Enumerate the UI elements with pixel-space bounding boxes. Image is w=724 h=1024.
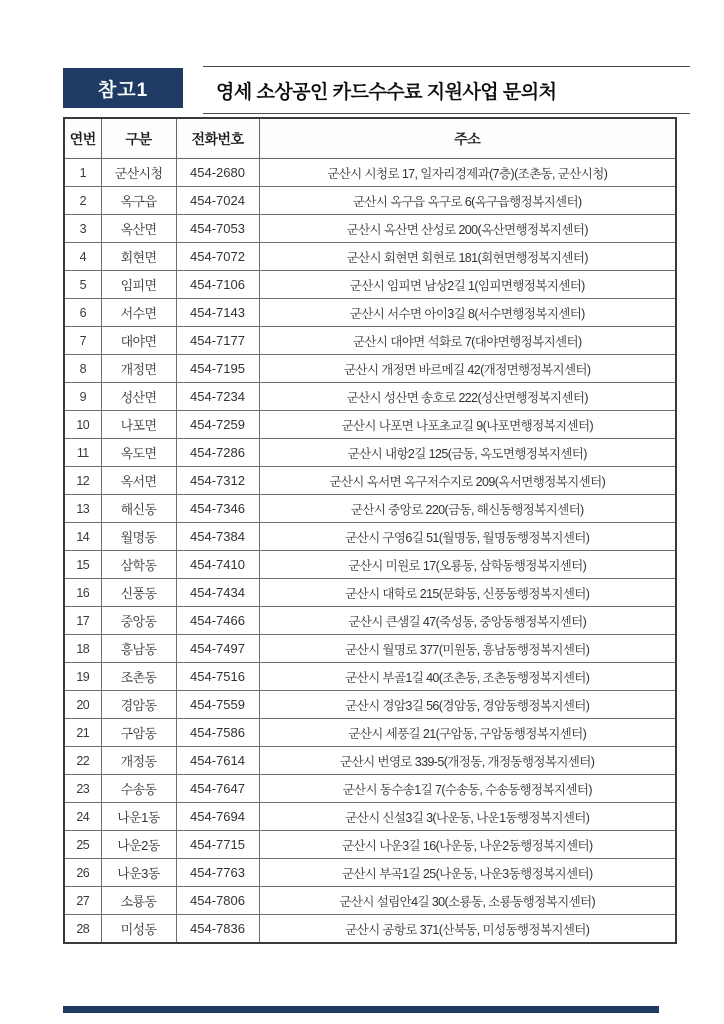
- header-row: [64, 118, 676, 159]
- table-row: [64, 635, 676, 663]
- cell-address: 군산시 중앙로 220(금동, 해신동행정복지센터): [259, 495, 676, 523]
- table-row: [64, 887, 676, 915]
- cell-address: 군산시 번영로 339-5(개정동, 개정동행정복지센터): [259, 747, 676, 775]
- table-row: [64, 299, 676, 327]
- cell-address: 군산시 미원로 17(오룡동, 삼학동행정복지센터): [259, 551, 676, 579]
- cell-phone: 454-7106: [176, 271, 259, 299]
- table-row: [64, 579, 676, 607]
- cell-phone: 454-7259: [176, 411, 259, 439]
- table-row: [64, 831, 676, 859]
- cell-no: 27: [64, 887, 101, 915]
- column-header-no: 연번: [64, 118, 101, 159]
- table-row: [64, 663, 676, 691]
- footer-accent-bar: [63, 1006, 659, 1013]
- table-row: [64, 691, 676, 719]
- cell-address: 군산시 부골1길 40(조촌동, 조촌동행정복지센터): [259, 663, 676, 691]
- cell-category: 개정면: [101, 355, 176, 383]
- cell-phone: 454-7586: [176, 719, 259, 747]
- cell-phone: 454-7053: [176, 215, 259, 243]
- cell-phone: 454-7806: [176, 887, 259, 915]
- cell-category: 월명동: [101, 523, 176, 551]
- column-header-address: 주소: [259, 118, 676, 159]
- cell-phone: 454-7286: [176, 439, 259, 467]
- cell-address: 군산시 대야면 석화로 7(대야면행정복지센터): [259, 327, 676, 355]
- cell-no: 9: [64, 383, 101, 411]
- table-row: [64, 187, 676, 215]
- table-row: [64, 411, 676, 439]
- cell-no: 22: [64, 747, 101, 775]
- cell-address: 군산시 시청로 17, 일자리경제과(7층)(조촌동, 군산시청): [259, 159, 676, 187]
- cell-no: 10: [64, 411, 101, 439]
- cell-address: 군산시 부곡1길 25(나운동, 나운3동행정복지센터): [259, 859, 676, 887]
- cell-category: 해신동: [101, 495, 176, 523]
- table-row: [64, 215, 676, 243]
- table-row: [64, 439, 676, 467]
- reference-badge: 참고1: [63, 68, 183, 108]
- column-header-category: 구분: [101, 118, 176, 159]
- cell-category: 흥남동: [101, 635, 176, 663]
- cell-phone: 454-7715: [176, 831, 259, 859]
- column-header-phone: 전화번호: [176, 118, 259, 159]
- cell-category: 소룡동: [101, 887, 176, 915]
- cell-phone: 454-7516: [176, 663, 259, 691]
- cell-no: 11: [64, 439, 101, 467]
- cell-no: 3: [64, 215, 101, 243]
- cell-address: 군산시 임피면 남상2길 1(임피면행정복지센터): [259, 271, 676, 299]
- table-row: [64, 551, 676, 579]
- cell-phone: 454-7559: [176, 691, 259, 719]
- cell-phone: 454-7836: [176, 915, 259, 944]
- cell-phone: 454-2680: [176, 159, 259, 187]
- cell-category: 서수면: [101, 299, 176, 327]
- table-row: [64, 271, 676, 299]
- cell-address: 군산시 나포면 나포초교길 9(나포면행정복지센터): [259, 411, 676, 439]
- cell-category: 옥구읍: [101, 187, 176, 215]
- cell-no: 17: [64, 607, 101, 635]
- table-body: [64, 159, 676, 944]
- cell-category: 경암동: [101, 691, 176, 719]
- cell-address: 군산시 설림안4길 30(소룡동, 소룡동행정복지센터): [259, 887, 676, 915]
- cell-address: 군산시 경암3길 56(경암동, 경암동행정복지센터): [259, 691, 676, 719]
- cell-address: 군산시 나운3길 16(나운동, 나운2동행정복지센터): [259, 831, 676, 859]
- cell-address: 군산시 구영6길 51(월명동, 월명동행정복지센터): [259, 523, 676, 551]
- table-row: [64, 859, 676, 887]
- cell-category: 회현면: [101, 243, 176, 271]
- contact-table-container: [63, 117, 677, 944]
- cell-address: 군산시 큰샘길 47(죽성동, 중앙동행정복지센터): [259, 607, 676, 635]
- cell-address: 군산시 세풍길 21(구암동, 구암동행정복지센터): [259, 719, 676, 747]
- cell-no: 21: [64, 719, 101, 747]
- cell-phone: 454-7195: [176, 355, 259, 383]
- cell-address: 군산시 월명로 377(미원동, 흥남동행정복지센터): [259, 635, 676, 663]
- table-row: [64, 243, 676, 271]
- cell-address: 군산시 서수면 아이3길 8(서수면행정복지센터): [259, 299, 676, 327]
- cell-phone: 454-7177: [176, 327, 259, 355]
- cell-no: 12: [64, 467, 101, 495]
- cell-phone: 454-7614: [176, 747, 259, 775]
- cell-category: 대야면: [101, 327, 176, 355]
- cell-category: 옥도면: [101, 439, 176, 467]
- cell-category: 미성동: [101, 915, 176, 944]
- cell-phone: 454-7763: [176, 859, 259, 887]
- cell-phone: 454-7312: [176, 467, 259, 495]
- cell-category: 중앙동: [101, 607, 176, 635]
- cell-no: 16: [64, 579, 101, 607]
- table-row: [64, 915, 676, 944]
- cell-no: 7: [64, 327, 101, 355]
- cell-address: 군산시 옥산면 산성로 200(옥산면행정복지센터): [259, 215, 676, 243]
- table-row: [64, 775, 676, 803]
- table-row: [64, 383, 676, 411]
- cell-phone: 454-7143: [176, 299, 259, 327]
- cell-category: 나운2동: [101, 831, 176, 859]
- cell-phone: 454-7234: [176, 383, 259, 411]
- cell-phone: 454-7346: [176, 495, 259, 523]
- cell-no: 4: [64, 243, 101, 271]
- cell-phone: 454-7410: [176, 551, 259, 579]
- cell-category: 신풍동: [101, 579, 176, 607]
- cell-phone: 454-7024: [176, 187, 259, 215]
- cell-category: 임피면: [101, 271, 176, 299]
- cell-phone: 454-7384: [176, 523, 259, 551]
- table-row: [64, 719, 676, 747]
- cell-no: 15: [64, 551, 101, 579]
- cell-no: 19: [64, 663, 101, 691]
- cell-no: 26: [64, 859, 101, 887]
- cell-phone: 454-7647: [176, 775, 259, 803]
- cell-address: 군산시 내항2길 125(금동, 옥도면행정복지센터): [259, 439, 676, 467]
- cell-category: 개정동: [101, 747, 176, 775]
- table-row: [64, 803, 676, 831]
- cell-no: 24: [64, 803, 101, 831]
- cell-address: 군산시 회현면 회현로 181(회현면행정복지센터): [259, 243, 676, 271]
- cell-category: 군산시청: [101, 159, 176, 187]
- cell-phone: 454-7466: [176, 607, 259, 635]
- cell-no: 20: [64, 691, 101, 719]
- table-row: [64, 355, 676, 383]
- table-row: [64, 495, 676, 523]
- cell-phone: 454-7072: [176, 243, 259, 271]
- cell-address: 군산시 신설3길 3(나운동, 나운1동행정복지센터): [259, 803, 676, 831]
- cell-category: 성산면: [101, 383, 176, 411]
- cell-no: 13: [64, 495, 101, 523]
- page-title: 영세 소상공인 카드수수료 지원사업 문의처: [216, 81, 557, 103]
- cell-category: 나운3동: [101, 859, 176, 887]
- table-header: [64, 118, 676, 159]
- cell-no: 28: [64, 915, 101, 944]
- cell-no: 5: [64, 271, 101, 299]
- cell-no: 18: [64, 635, 101, 663]
- cell-category: 옥서면: [101, 467, 176, 495]
- table-row: [64, 327, 676, 355]
- table-row: [64, 607, 676, 635]
- cell-phone: 454-7434: [176, 579, 259, 607]
- cell-address: 군산시 옥서면 옥구저수지로 209(옥서면행정복지센터): [259, 467, 676, 495]
- cell-address: 군산시 성산면 송호로 222(성산면행정복지센터): [259, 383, 676, 411]
- cell-category: 삼학동: [101, 551, 176, 579]
- cell-address: 군산시 개정면 바르메길 42(개정면행정복지센터): [259, 355, 676, 383]
- cell-no: 14: [64, 523, 101, 551]
- cell-no: 23: [64, 775, 101, 803]
- cell-phone: 454-7497: [176, 635, 259, 663]
- cell-category: 나운1동: [101, 803, 176, 831]
- cell-category: 옥산면: [101, 215, 176, 243]
- cell-category: 조촌동: [101, 663, 176, 691]
- table-row: [64, 523, 676, 551]
- cell-address: 군산시 동수송1길 7(수송동, 수송동행정복지센터): [259, 775, 676, 803]
- cell-category: 수송동: [101, 775, 176, 803]
- table-row: [64, 467, 676, 495]
- cell-address: 군산시 공항로 371(산북동, 미성동행정복지센터): [259, 915, 676, 944]
- cell-category: 나포면: [101, 411, 176, 439]
- contact-table: [63, 117, 677, 944]
- cell-no: 2: [64, 187, 101, 215]
- cell-category: 구암동: [101, 719, 176, 747]
- title-block: [203, 66, 690, 114]
- cell-no: 25: [64, 831, 101, 859]
- table-row: [64, 747, 676, 775]
- table-row: [64, 159, 676, 187]
- cell-address: 군산시 대학로 215(문화동, 신풍동행정복지센터): [259, 579, 676, 607]
- cell-phone: 454-7694: [176, 803, 259, 831]
- cell-address: 군산시 옥구읍 옥구로 6(옥구읍행정복지센터): [259, 187, 676, 215]
- cell-no: 8: [64, 355, 101, 383]
- cell-no: 1: [64, 159, 101, 187]
- cell-no: 6: [64, 299, 101, 327]
